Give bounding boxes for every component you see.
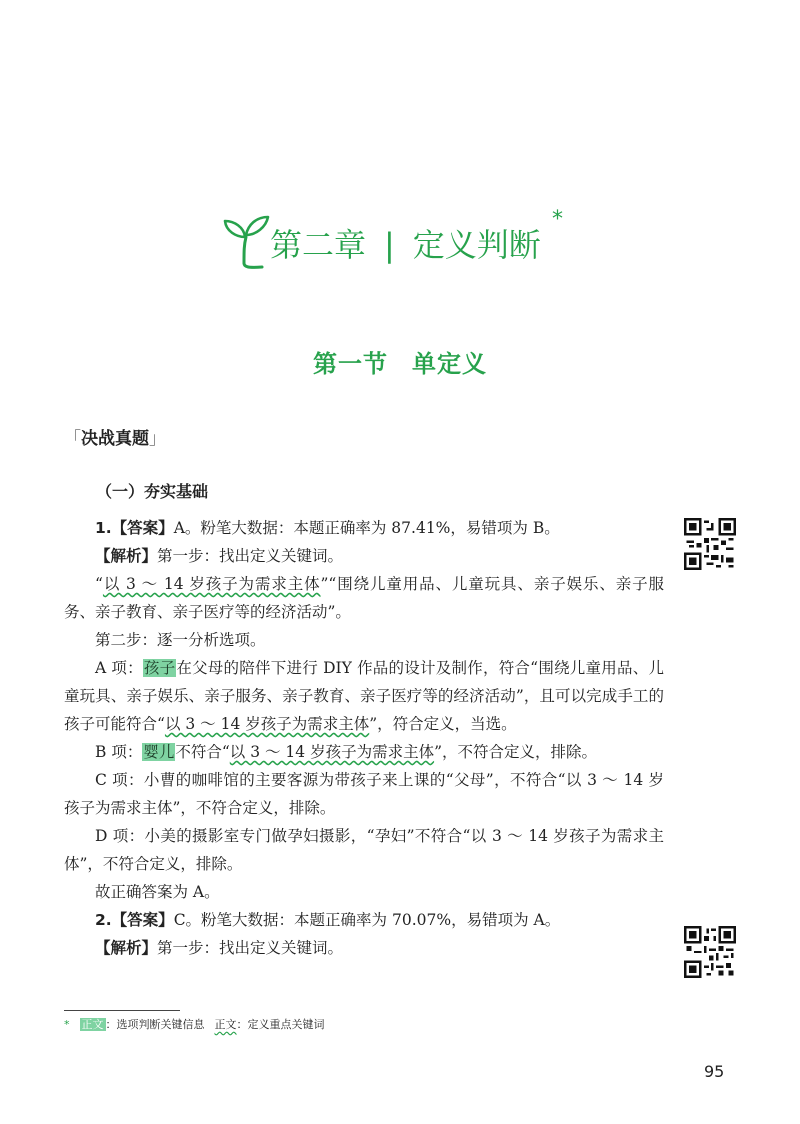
footnote: [64, 1017, 325, 1033]
option-a-prefix: A 项：: [95, 659, 143, 677]
footnote-highlight-sample: 正文: [81, 1018, 104, 1031]
q1-def-quote: “: [95, 575, 103, 593]
option-a-highlight: 孩子: [143, 659, 176, 677]
q1-def-keyword: 以 3 ～ 14 岁孩子为需求主体: [102, 575, 321, 593]
q2-answer-label: 2.【答案】: [95, 911, 174, 929]
q2-step1: 第一步：找出定义关键词。: [157, 939, 344, 957]
subsection-title: （一）夯实基础: [96, 482, 209, 501]
footnote-wavy-sample: 正文: [214, 1018, 237, 1031]
q1-answer-label: 1.【答案】: [95, 519, 174, 537]
bracket-open: 「: [64, 429, 81, 449]
chapter-title-row: [270, 225, 541, 265]
option-b-text1: 不符合“: [175, 743, 230, 761]
chapter-header: [222, 205, 602, 275]
q1-conclusion: 故正确答案为 A。: [95, 883, 220, 901]
q2-answer: [64, 906, 664, 934]
option-b-prefix: B 项：: [95, 743, 143, 761]
q1-answer: [64, 514, 664, 542]
option-a-text1: 在父母的陪伴下进行 DIY 作品的设计及制作，符合“围绕儿童用品、儿童玩具、亲子娱乐、亲子服务、亲子教育、亲子医疗等的经济活动”，且可以完成手工的孩子可能符合“: [64, 659, 664, 733]
option-a-keyword: 以 3 ～ 14 岁孩子为需求主体: [164, 715, 370, 733]
option-b-text2: ”，不符合定义，排除。: [434, 743, 598, 761]
option-b-keyword: 以 3 ～ 14 岁孩子为需求主体: [229, 743, 435, 761]
footnote-divider: [64, 1010, 180, 1011]
footnote-star: *: [64, 1018, 70, 1031]
option-b-highlight: 婴儿: [143, 743, 175, 761]
q1-option-a: [64, 654, 664, 738]
qr-code-icon[interactable]: [684, 518, 736, 570]
exam-section-label: 决战真题: [81, 429, 149, 449]
section-title: [0, 344, 800, 379]
qr-code-icon[interactable]: [684, 926, 736, 978]
section-number: 第一节: [313, 350, 388, 378]
q1-step2: 第二步：逐一分析选项。: [95, 631, 266, 649]
exam-section-header: [64, 428, 166, 450]
q1-answer-text: A。粉笔大数据：本题正确率为 87.41%，易错项为 B。: [173, 519, 560, 537]
q1-analysis-label: 【解析】: [95, 547, 158, 565]
q2-analysis: [64, 934, 664, 962]
chapter-separator: |: [384, 226, 395, 264]
sprout-icon: [222, 211, 272, 269]
option-a-text2: ”，符合定义，当选。: [369, 715, 517, 733]
footnote-wavy-desc: ：定义重点关键词: [236, 1018, 325, 1031]
page-number: 95: [704, 1062, 725, 1081]
q1-definition: [64, 570, 664, 626]
chapter-title: 第二章: [270, 226, 367, 264]
section-name: 单定义: [412, 350, 487, 378]
q1-def-rest: ”“围绕儿童用品、儿童玩具、亲子娱乐、亲子服务、亲子教育、亲子医疗等的经济活动”。: [64, 575, 664, 621]
q1-option-c: C 项：小曹的咖啡馆的主要客源为带孩子来上课的“父母”，不符合“以 3 ～ 14 岁孩子为需求主体”，不符合定义，排除。: [64, 771, 664, 817]
bracket-close: 」: [149, 429, 166, 449]
q1-step1: 第一步：找出定义关键词。: [157, 547, 344, 565]
q1-analysis: [64, 542, 664, 570]
q2-answer-text: C。粉笔大数据：本题正确率为 70.07%，易错项为 A。: [173, 911, 561, 929]
q1-option-d: D 项：小美的摄影室专门做孕妇摄影，“孕妇”不符合“以 3 ～ 14 岁孩子为需求主体”，不符合定义，排除。: [64, 827, 664, 873]
q2-analysis-label: 【解析】: [95, 939, 158, 957]
chapter-subtitle: 定义判断: [412, 226, 541, 264]
q1-option-b: [64, 738, 664, 766]
footnote-highlight-desc: ：选项判断关键信息: [105, 1018, 205, 1031]
chapter-footnote-mark: *: [552, 207, 563, 232]
